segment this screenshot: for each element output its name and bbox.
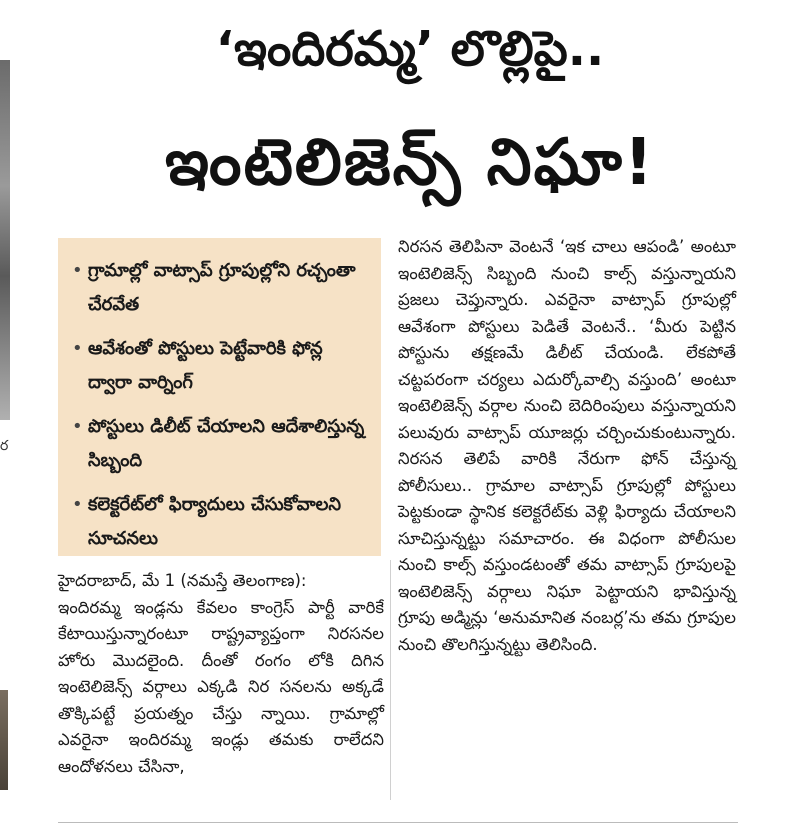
article-paragraph: ఇందిరమ్మ ఇండ్లను కేవలం కాంగ్రెస్‌ పార్టీ వారికే కేటాయిస్తున్నారంటూ రాష్ట్రవ్యాప్తంగా నిరసనల హోరు మొదలైంది. దీంతో రంగం లోకి దిగిన ఇంటెలిజెన్స్‌ వర్గాలు ఎక్కడి నిర సనలను అక్కడే తొక్కిపట్టే ప్రయత్నం చేస్తు న్నాయి. గ్రామాల్లో ఎవరైనా ఇందిరమ్మ ఇండ్లు తమకు రాలేదని ఆందోళనలు చేసినా, bbox=[58, 597, 384, 776]
adjacent-photo-bottom bbox=[0, 690, 8, 790]
bullet-icon: • bbox=[72, 260, 83, 281]
bullet-icon: • bbox=[72, 416, 83, 437]
highlight-item bbox=[72, 332, 371, 400]
adjacent-article-strip bbox=[0, 0, 10, 833]
adjacent-text-fragment: ర bbox=[0, 438, 9, 454]
highlight-text: ఆవేశంతో పోస్టులు పెట్టేవారికి ఫోన్ల ద్వారా వార్నింగ్‌ bbox=[88, 338, 323, 393]
article-column-left bbox=[58, 568, 384, 780]
bottom-rule bbox=[58, 822, 738, 823]
headline-main: ఇంటెలిజెన్స్‌ నిఘా! bbox=[164, 126, 656, 200]
highlight-item bbox=[72, 488, 371, 556]
dateline: హైదరాబాద్‌, మే 1 (నమస్తే తెలంగాణ): bbox=[58, 571, 307, 590]
article-paragraph: నిరసన తెలిపినా వెంటనే ‘ఇక చాలు ఆపండి’ అంటూ ఇంటెలిజెన్స్‌ సిబ్బంది నుంచి కాల్స్‌ వస్తున్నాయని ప్రజలు చెప్తున్నారు. ఎవరైనా వాట్సాప్‌ గ్రూపుల్లో ఆవేశంగా పోస్టులు పెడితే వెంటనే.. ‘మీరు పెట్టిన పోస్టును తక్షణమే డిలీట్‌ చేయండి. లేకపోతే చట్టపరంగా చర్యలు ఎదుర్కోవాల్సి వస్తుంది’ అంటూ ఇంటెలిజెన్స్‌ వర్గాల నుంచి బెదిరింపులు వస్తున్నాయని పలువురు వాట్సాప్‌ యూజర్లు చర్చించుకుంటున్నారు. నిరసన తెలిపే వారికి నేరుగా ఫోన్‌ చేస్తున్న పోలీసులు.. గ్రామాల వాట్సాప్‌ గ్రూపుల్లో పోస్టులు పెట్టకుండా స్థానిక కలెక్టరేట్‌కు వెళ్లి ఫిర్యాదు చేయాలని సూచిస్తున్నట్టు సమాచారం. ఈ విధంగా పోలీసుల నుంచి కాల్స్‌ వస్తుండటంతో తమ వాట్సాప్‌ గ్రూపులపై ఇంటెలిజెన్స్‌ వర్గాలు నిఘా పెట్టాయని భావిస్తున్న గ్రూపు అడ్మిన్లు ‘అనుమానిత నంబర్ల’ను తమ గ్రూపుల నుంచి తొలగిస్తున్నట్టు తెలిసింది. bbox=[398, 237, 736, 654]
highlight-text: గ్రామాల్లో వాట్సాప్‌ గ్రూపుల్లోని రచ్చంతా చేరవేత bbox=[88, 260, 356, 315]
bullet-icon: • bbox=[72, 338, 83, 359]
highlights-box bbox=[58, 238, 381, 556]
highlight-text: పోస్టులు డిలీట్‌ చేయాలని ఆదేశాలిస్తున్న సిబ్బంది bbox=[88, 416, 365, 471]
bullet-icon: • bbox=[72, 494, 83, 515]
highlight-text: కలెక్టరేట్‌లో ఫిర్యాదులు చేసుకోవాలని సూచనలు bbox=[88, 494, 342, 549]
article-column-right bbox=[398, 234, 736, 658]
highlight-item bbox=[72, 410, 371, 478]
headline-kicker: ‘ఇందిరమ్మ’ లొల్లిపై.. bbox=[215, 21, 605, 77]
adjacent-photo bbox=[0, 60, 10, 420]
column-divider bbox=[390, 560, 391, 800]
highlight-item bbox=[72, 254, 371, 322]
